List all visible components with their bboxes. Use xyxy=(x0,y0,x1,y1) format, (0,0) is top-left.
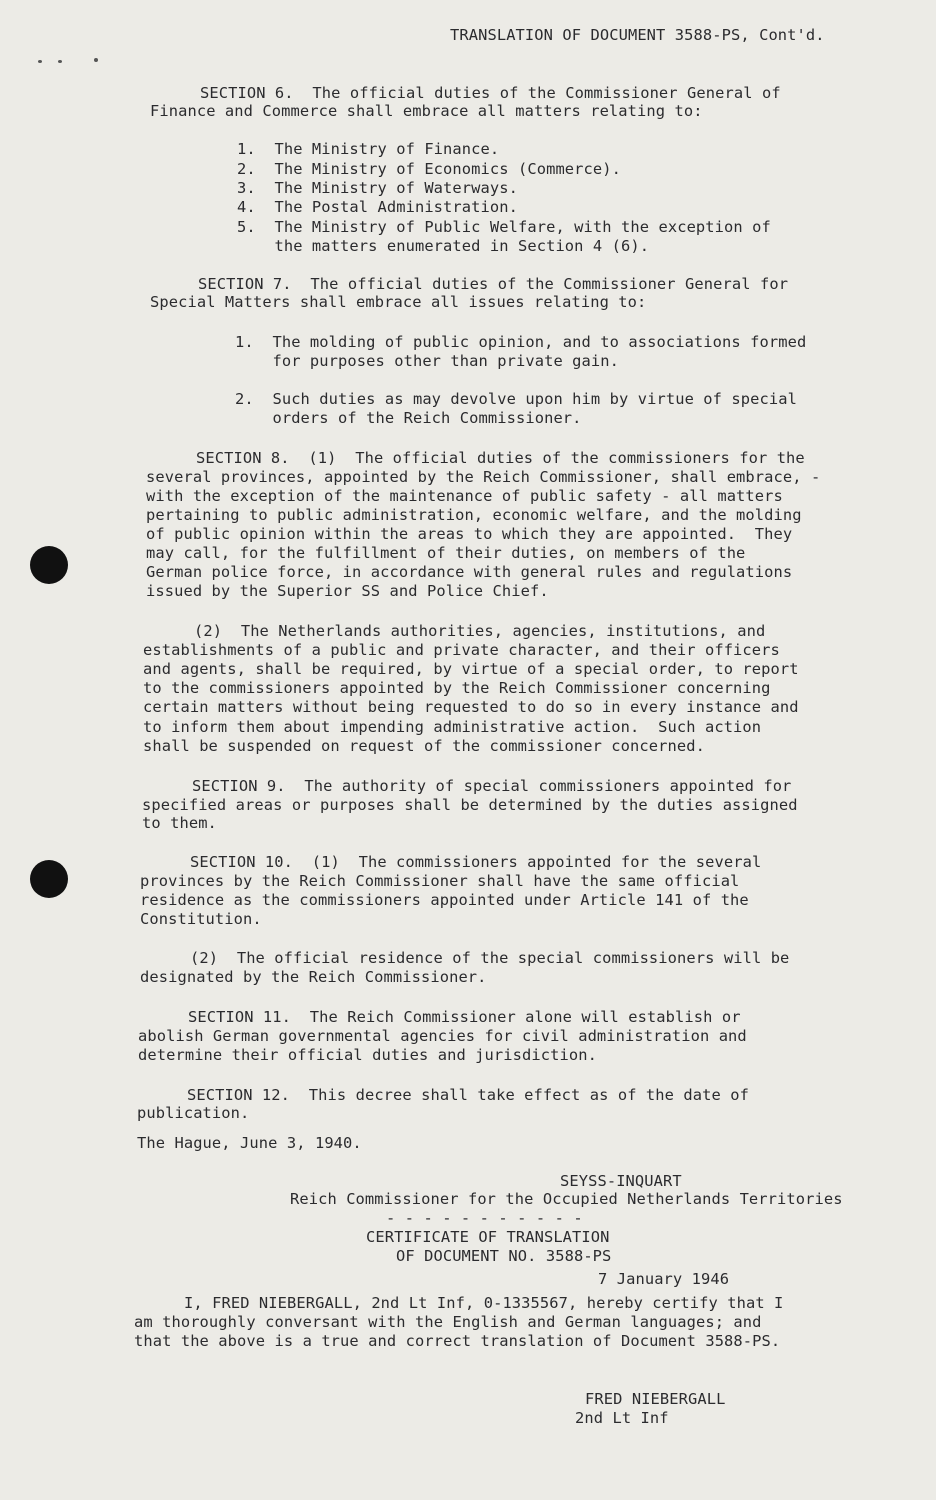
section8-line: establishments of a public and private character, and their officers xyxy=(143,641,780,659)
certificate-body-line: that the above is a true and correct translation of Document 3588-PS. xyxy=(134,1332,781,1350)
certificate-body-line: I, FRED NIEBERGALL, 2nd Lt Inf, 0-1335567, hereby certify that I xyxy=(184,1294,784,1312)
punch-hole-top xyxy=(30,546,68,584)
section9-line: specified areas or purposes shall be determined by the duties assigned xyxy=(142,796,798,814)
section8-line: and agents, shall be required, by virtue of a special order, to report xyxy=(143,660,799,678)
section7-item: 2. Such duties as may devolve upon him by virtue of special xyxy=(235,390,797,408)
section6-item: the matters enumerated in Section 4 (6). xyxy=(237,237,650,255)
section8-line: (2) The Netherlands authorities, agencies, institutions, and xyxy=(194,622,766,640)
certificate-date: 7 January 1946 xyxy=(598,1270,730,1288)
section7-item: 1. The molding of public opinion, and to associations formed xyxy=(235,333,807,351)
section9-line: to them. xyxy=(142,814,217,832)
section6-item: 4. The Postal Administration. xyxy=(237,198,518,216)
section8-line: SECTION 8. (1) The official duties of the commissioners for the xyxy=(196,449,805,467)
section8-line: German police force, in accordance with general rules and regulations xyxy=(146,563,793,581)
section6-item: 1. The Ministry of Finance. xyxy=(237,140,500,158)
section10-line: designated by the Reich Commissioner. xyxy=(140,968,487,986)
section7-item: orders of the Reich Commissioner. xyxy=(235,409,582,427)
section10-line: residence as the commissioners appointed under Article 141 of the xyxy=(140,891,749,909)
section8-line: of public opinion within the areas to which they are appointed. They xyxy=(146,525,793,543)
section11-line: abolish German governmental agencies for civil administration and xyxy=(138,1027,747,1045)
section10-line: provinces by the Reich Commissioner shall have the same official xyxy=(140,872,740,890)
signatory-name: SEYSS-INQUART xyxy=(560,1172,682,1190)
section8-line: with the exception of the maintenance of public safety - all matters xyxy=(146,487,783,505)
section6-line: SECTION 6. The official duties of the Commissioner General of xyxy=(200,84,781,102)
section6-item: 5. The Ministry of Public Welfare, with the exception of xyxy=(237,218,771,236)
section11-line: determine their official duties and jurisdiction. xyxy=(138,1046,597,1064)
separator: - - - - - - - - - - - xyxy=(386,1209,583,1227)
section10-line: SECTION 10. (1) The commissioners appointed for the several xyxy=(190,853,762,871)
section12-line: SECTION 12. This decree shall take effect as of the date of xyxy=(187,1086,749,1104)
certificate-heading: CERTIFICATE OF TRANSLATION xyxy=(366,1228,610,1246)
section6-line: Finance and Commerce shall embrace all matters relating to: xyxy=(150,102,703,120)
certifier-rank: 2nd Lt Inf xyxy=(575,1409,669,1427)
section8-line: shall be suspended on request of the commissioner concerned. xyxy=(143,737,705,755)
section10-line: (2) The official residence of the special commissioners will be xyxy=(190,949,790,967)
certifier-name: FRED NIEBERGALL xyxy=(585,1390,726,1408)
section11-line: SECTION 11. The Reich Commissioner alone will establish or xyxy=(188,1008,741,1026)
section8-line: pertaining to public administration, economic welfare, and the molding xyxy=(146,506,802,524)
signatory-title: Reich Commissioner for the Occupied Netherlands Territories xyxy=(290,1190,843,1208)
section8-line: certain matters without being requested to do so in every instance and xyxy=(143,698,799,716)
section12-line: publication. xyxy=(137,1104,250,1122)
section8-line: to the commissioners appointed by the Reich Commissioner concerning xyxy=(143,679,771,697)
punch-hole-bottom xyxy=(30,860,68,898)
section8-line: several provinces, appointed by the Reich Commissioner, shall embrace, - xyxy=(146,468,821,486)
certificate-body-line: am thoroughly conversant with the English and German languages; and xyxy=(134,1313,762,1331)
section10-line: Constitution. xyxy=(140,910,262,928)
corner-mark xyxy=(94,58,98,62)
certificate-heading: OF DOCUMENT NO. 3588-PS xyxy=(396,1247,612,1265)
section7-line: SECTION 7. The official duties of the Commissioner General for xyxy=(198,275,789,293)
document-header: TRANSLATION OF DOCUMENT 3588-PS, Cont'd. xyxy=(450,26,825,44)
section8-line: issued by the Superior SS and Police Chief. xyxy=(146,582,549,600)
section8-line: may call, for the fulfillment of their duties, on members of the xyxy=(146,544,746,562)
section9-line: SECTION 9. The authority of special commissioners appointed for xyxy=(192,777,792,795)
corner-mark xyxy=(58,60,62,63)
corner-mark xyxy=(38,60,42,63)
section7-line: Special Matters shall embrace all issues relating to: xyxy=(150,293,647,311)
section6-item: 3. The Ministry of Waterways. xyxy=(237,179,518,197)
section7-item: for purposes other than private gain. xyxy=(235,352,620,370)
section6-item: 2. The Ministry of Economics (Commerce). xyxy=(237,160,622,178)
section8-line: to inform them about impending administrative action. Such action xyxy=(143,718,762,736)
place-date: The Hague, June 3, 1940. xyxy=(137,1134,362,1152)
